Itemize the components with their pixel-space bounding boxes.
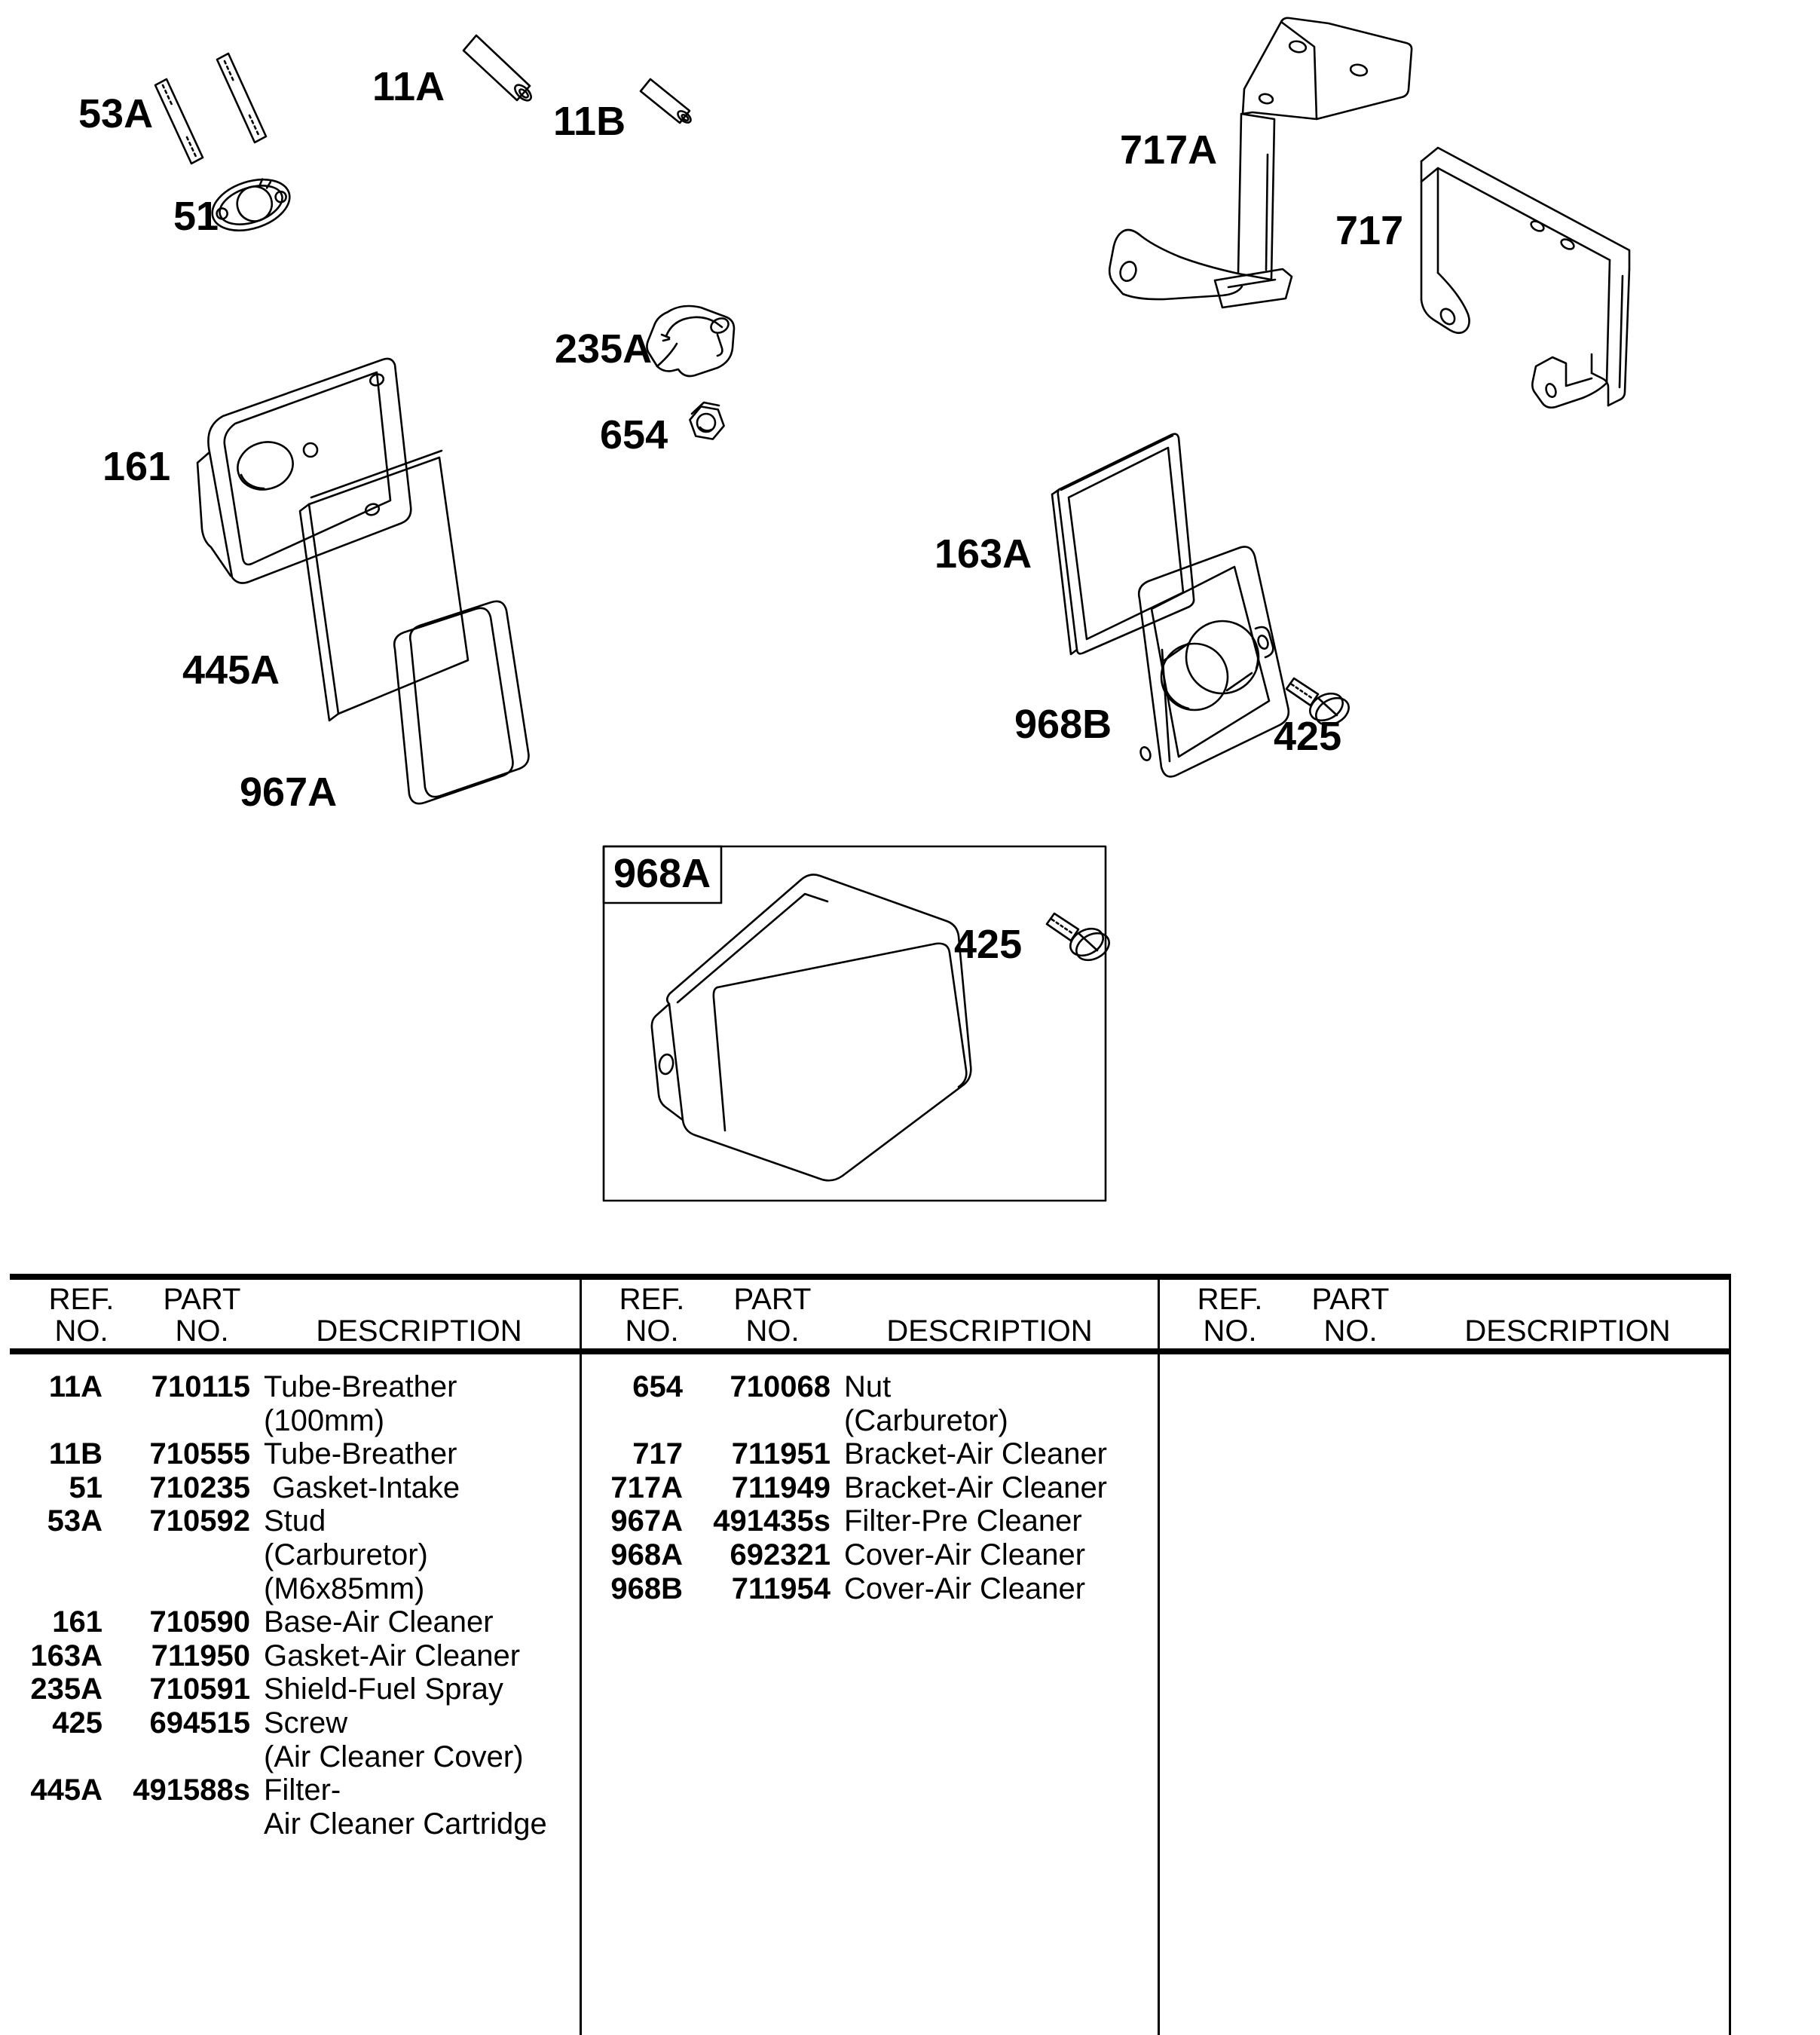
- tube-11a-drawing: [463, 35, 534, 103]
- part-no-cell: 694515: [149, 1706, 250, 1740]
- inset-box-968a: [604, 846, 1106, 1201]
- part-label: 161: [102, 444, 171, 489]
- description-cell: Bracket-Air Cleaner: [844, 1437, 1108, 1471]
- table-row: [0, 1740, 570, 1774]
- part-no-header: PART NO.: [1311, 1283, 1390, 1348]
- table-row: [580, 1437, 1151, 1471]
- part-no-cell: 711950: [151, 1639, 250, 1672]
- ref-no-header: REF. NO.: [619, 1283, 685, 1348]
- description-cell: (Air Cleaner Cover): [264, 1740, 524, 1773]
- part-no-cell: 711951: [731, 1437, 830, 1471]
- part-no-header: PART NO.: [733, 1283, 812, 1348]
- gasket-163a-drawing: [1052, 434, 1194, 654]
- table-row: [0, 1538, 570, 1572]
- table-row: [0, 1807, 570, 1841]
- table-row: [580, 1404, 1151, 1438]
- description-cell: (M6x85mm): [264, 1571, 425, 1605]
- part-no-cell: 491588s: [133, 1773, 250, 1807]
- screw-425-box-drawing: [1047, 913, 1114, 965]
- stud-53a-drawing: [155, 54, 266, 164]
- description-cell: Bracket-Air Cleaner: [844, 1470, 1108, 1504]
- part-no-cell: 710068: [730, 1370, 830, 1403]
- cover-968b-drawing: [1139, 546, 1289, 776]
- part-label: 11A: [372, 64, 445, 109]
- table-row: [580, 1572, 1151, 1606]
- part-label: 717: [1335, 208, 1404, 253]
- ref-no-cell: 11A: [48, 1370, 102, 1403]
- table-row: [0, 1471, 570, 1505]
- description-cell: Filter-Pre Cleaner: [844, 1504, 1082, 1538]
- shield-235a-drawing: [647, 306, 734, 376]
- table-row: [0, 1504, 570, 1538]
- description-cell: Air Cleaner Cartridge: [264, 1807, 547, 1841]
- tube-11b-drawing: [641, 79, 693, 125]
- description-cell: Cover-Air Cleaner: [844, 1538, 1086, 1571]
- part-no-cell: 491435s: [713, 1504, 830, 1538]
- table-row: [0, 1672, 570, 1706]
- table-header-group-1: [10, 1283, 580, 1349]
- ref-no-cell: 968A: [610, 1538, 683, 1571]
- table-row: [0, 1773, 570, 1807]
- ref-no-cell: 717A: [610, 1470, 683, 1504]
- ref-no-cell: 11B: [48, 1437, 102, 1471]
- table-row: [0, 1605, 570, 1639]
- description-header: DESCRIPTION: [1464, 1314, 1671, 1348]
- table-divider-2: [1158, 1274, 1160, 2035]
- ref-no-cell: 163A: [30, 1639, 102, 1672]
- part-no-cell: 692321: [730, 1538, 830, 1571]
- cover-968a-drawing: [652, 874, 971, 1180]
- part-no-cell: 710235: [149, 1470, 250, 1504]
- ref-no-header: REF. NO.: [1197, 1283, 1263, 1348]
- ref-no-cell: 51: [69, 1470, 102, 1504]
- table-header-group-2: [580, 1283, 1151, 1349]
- table-rows-group-2: [580, 1370, 1151, 1605]
- table-right-border: [1729, 1274, 1731, 2035]
- ref-no-cell: 968B: [610, 1571, 683, 1605]
- part-label: 51: [173, 194, 219, 239]
- table-row: [0, 1706, 570, 1740]
- ref-no-cell: 717: [632, 1437, 683, 1471]
- ref-no-cell: 53A: [47, 1504, 102, 1538]
- table-row: [0, 1639, 570, 1673]
- part-no-cell: 710115: [151, 1370, 250, 1403]
- description-cell: Filter-: [264, 1773, 341, 1807]
- part-no-cell: 711949: [731, 1470, 830, 1504]
- precleaner-967a-drawing: [394, 601, 528, 803]
- description-header: DESCRIPTION: [316, 1314, 522, 1348]
- part-label: 163A: [934, 531, 1032, 577]
- part-label: 425: [954, 922, 1023, 967]
- part-no-cell: 711954: [731, 1571, 830, 1605]
- description-cell: Gasket-Air Cleaner: [264, 1639, 521, 1672]
- nut-654-drawing: [690, 402, 723, 439]
- description-cell: Tube-Breather: [264, 1370, 457, 1403]
- table-row: [580, 1504, 1151, 1538]
- part-label: 235A: [555, 326, 653, 372]
- part-label: 968A: [613, 851, 711, 896]
- table-row: [0, 1370, 570, 1404]
- base-161-drawing: [197, 359, 411, 583]
- description-cell: Tube-Breather: [264, 1437, 457, 1471]
- description-cell: Shield-Fuel Spray: [264, 1672, 503, 1706]
- part-no-header: PART NO.: [163, 1283, 241, 1348]
- part-label: 717A: [1120, 127, 1218, 173]
- ref-no-cell: 425: [52, 1706, 102, 1740]
- part-no-cell: 710590: [149, 1605, 250, 1639]
- table-header-group-3: [1158, 1283, 1729, 1349]
- filter-445a-drawing: [300, 451, 468, 721]
- part-label: 968B: [1014, 702, 1112, 747]
- part-no-cell: 710591: [149, 1672, 250, 1706]
- description-cell: Stud: [264, 1504, 326, 1538]
- ref-no-cell: 161: [52, 1605, 102, 1639]
- description-cell: (Carburetor): [844, 1403, 1008, 1437]
- table-top-border: [10, 1274, 1731, 1280]
- description-cell: Screw: [264, 1706, 348, 1740]
- part-no-cell: 710555: [149, 1437, 250, 1471]
- description-cell: (Carburetor): [264, 1538, 428, 1571]
- part-label: 967A: [240, 770, 338, 815]
- description-cell: Gasket-Intake: [264, 1470, 460, 1504]
- part-label: 53A: [78, 91, 154, 136]
- table-row: [580, 1370, 1151, 1404]
- table-row: [580, 1538, 1151, 1572]
- description-cell: Base-Air Cleaner: [264, 1605, 494, 1639]
- table-row: [0, 1437, 570, 1471]
- ref-no-cell: 235A: [30, 1672, 102, 1706]
- part-no-cell: 710592: [149, 1504, 250, 1538]
- ref-no-cell: 654: [632, 1370, 683, 1403]
- table-row: [0, 1404, 570, 1438]
- ref-no-cell: 445A: [30, 1773, 102, 1807]
- table-row: [0, 1572, 570, 1606]
- ref-no-cell: 967A: [610, 1504, 683, 1538]
- description-cell: Nut: [844, 1370, 892, 1403]
- ref-no-header: REF. NO.: [48, 1283, 115, 1348]
- gasket-51-drawing: [206, 170, 296, 240]
- part-label: 445A: [182, 647, 280, 693]
- description-cell: (100mm): [264, 1403, 385, 1437]
- bracket-717-drawing: [1421, 148, 1629, 408]
- part-label: 425: [1274, 714, 1342, 759]
- description-header: DESCRIPTION: [886, 1314, 1093, 1348]
- table-row: [580, 1471, 1151, 1505]
- table-header-rule: [10, 1348, 1731, 1354]
- part-label: 11B: [553, 99, 626, 144]
- part-label: 654: [600, 412, 668, 457]
- description-cell: Cover-Air Cleaner: [844, 1571, 1086, 1605]
- table-rows-group-1: [0, 1370, 570, 1841]
